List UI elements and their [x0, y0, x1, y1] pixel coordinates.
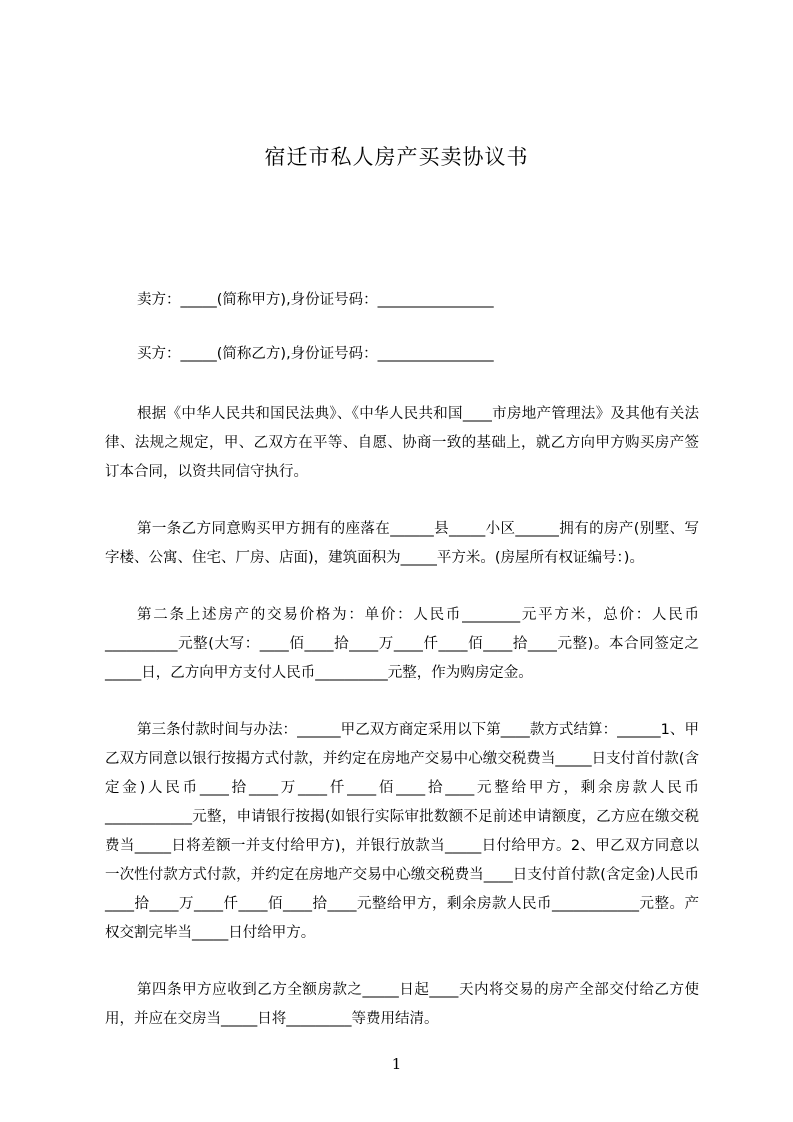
seller-line: 卖方：_____(简称甲方),身份证号码：________________ — [137, 292, 494, 308]
article-1-paragraph: 第一条乙方同意购买甲方拥有的座落在______县_____小区______拥有的房产(别墅、写字楼、公寓、住宅、厂房、店面)，建筑面积为_____平方米。(房屋所有权证编号：)。 — [105, 521, 699, 566]
page-title: 宿迁市私人房产买卖协议书 — [264, 145, 529, 169]
article-2-paragraph: 第二条上述房产的交易价格为：单价：人民币________元平方米，总价：人民币__________元整(大写：____佰____拾____万____仟____佰____拾____元整)。本合同签定之_____日，乙方向甲方支付人民币__________元整，作为购房定金。 — [105, 607, 699, 681]
buyer-line: 买方：_____(简称乙方),身份证号码：________________ — [137, 346, 494, 362]
document-body — [105, 290, 699, 1062]
preamble-paragraph: 根据《中华人民共和国民法典》、《中华人民共和国____市房地产管理法》及其他有关法律、法规之规定，甲、乙双方在平等、自愿、协商一致的基础上，就乙方向甲方购买房产签订本合同，以资共同信守执行。 — [105, 406, 699, 480]
article-3-paragraph: 第三条付款时间与办法：______甲乙双方商定采用以下第____款方式结算：______1、甲乙双方同意以银行按揭方式付款，并约定在房地产交易中心缴交税费当_____日支付首付款(含定金)人民币____拾____万____仟____佰____拾____元整给甲方，剩余房款人民币____________元整，申请银行按揭(如银行实际审批数额不足前述申请额度，乙方应在缴交税费当_____日将差额一并支付给甲方)，并银行放款当_____日付给甲方。2、甲乙双方同意以一次性付款方式付款，并约定在房地产交易中心缴交税费当____日支付首付款(含定金)人民币____拾____万____仟____佰____拾____元整给甲方，剩余房款人民币____________元整。产权交割完毕当_____日付给甲方。 — [105, 722, 699, 941]
page-number: 1 — [391, 1055, 402, 1073]
article-4-paragraph: 第四条甲方应收到乙方全额房款之_____日起____天内将交易的房产全部交付给乙方使用，并应在交房当_____日将_________等费用结清。 — [105, 982, 699, 1027]
